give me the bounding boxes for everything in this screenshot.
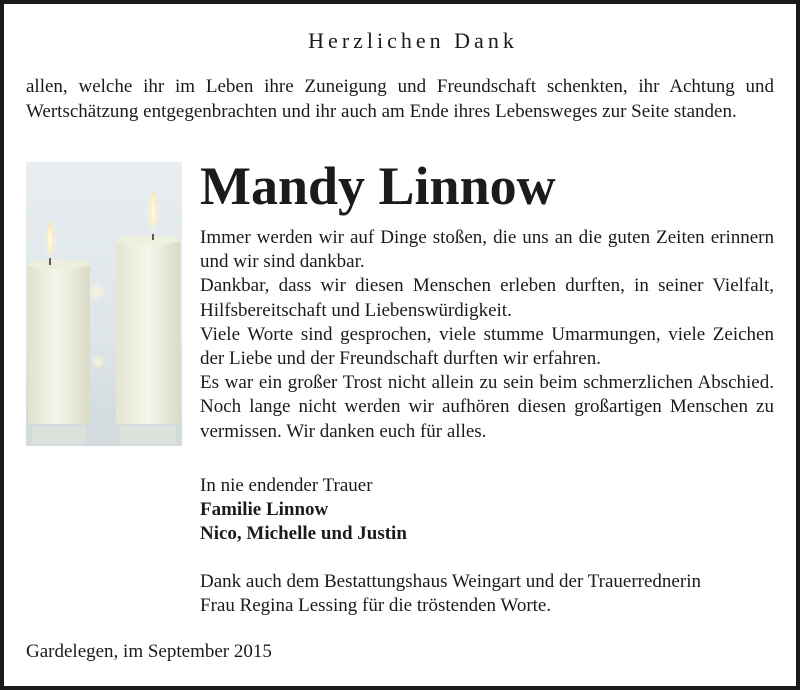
body-paragraph: Es war ein großer Trost nicht allein zu sein beim schmerzlichen Abschied. Noch lange nicht werden wir aufhören diesen großartigen Menschen zu vermissen. Wir danken euch für alles. [200, 372, 774, 442]
mourning-line: In nie endender Trauer [200, 475, 373, 496]
family-members: Nico, Michelle und Justin [200, 523, 407, 544]
heading-thanks: Herzlichen Dank [308, 28, 518, 53]
body-paragraph: Dankbar, dass wir diesen Menschen erleben durften, in seiner Vielfalt, Hilfsbereitschaft und Liebenswürdigkeit. [200, 275, 774, 321]
thanks-block [200, 570, 774, 618]
candle-right [116, 240, 180, 424]
deceased-name: Mandy Linnow [200, 156, 556, 216]
candles-image [26, 162, 182, 446]
body-text [200, 226, 774, 444]
body-paragraph: Immer werden wir auf Dinge stoßen, die uns an die guten Zeiten erinnern und wir sind dankbar. [200, 227, 774, 273]
body-paragraph: Viele Worte sind gesprochen, viele stumme Umarmungen, viele Zeichen der Liebe und der Freundschaft durften wir erfahren. [200, 323, 774, 370]
thanks-line: Dank auch dem Bestattungshaus Weingart und der Trauerrednerin [200, 571, 701, 592]
signature-block [200, 474, 407, 546]
place-date: Gardelegen, im September 2015 [26, 641, 272, 662]
thanks-line: Frau Regina Lessing für die tröstenden Worte. [200, 595, 552, 616]
candle-left [28, 264, 90, 424]
intro-paragraph: allen, welche ihr im Leben ihre Zuneigung und Freundschaft schenkten, ihr Achtung und Wertschätzung entgegenbrachten und ihr auch am Ende ihres Lebensweges zur Seite standen. [26, 76, 774, 122]
family-name: Familie Linnow [200, 499, 329, 520]
